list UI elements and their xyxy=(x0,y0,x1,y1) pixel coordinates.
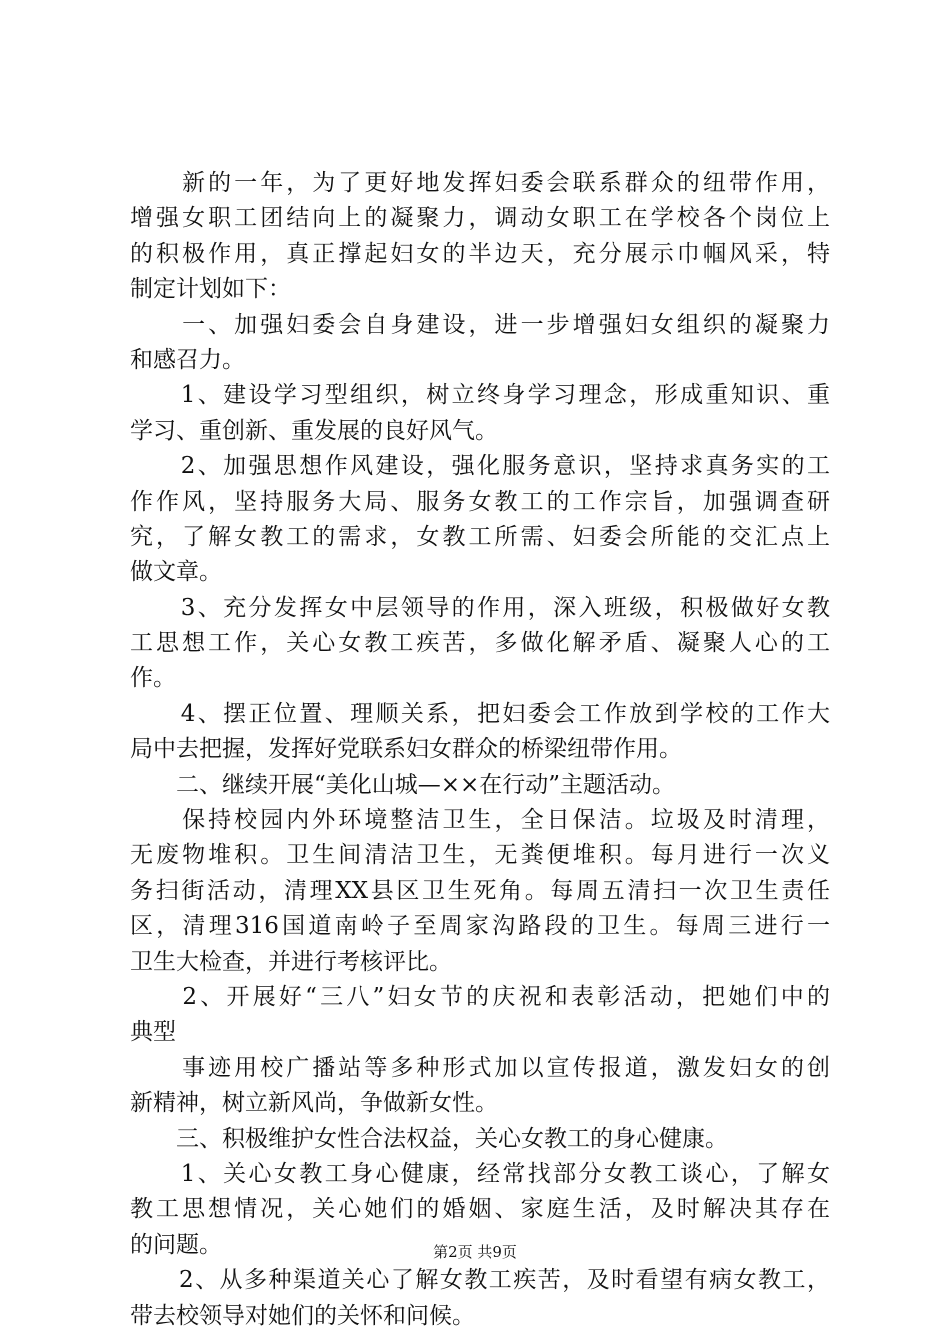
text-line: 2、从多种渠道关心了解女教工疾苦，及时看望有病女教工， xyxy=(130,1267,830,1294)
text-line: 新精神，树立新风尚，争做新女性。 xyxy=(130,1090,498,1117)
text-line: 4、摆正位置、理顺关系，把妇委会工作放到学校的工作大 xyxy=(130,700,830,727)
text-line: 一、加强妇委会自身建设，进一步增强妇女组织的凝聚力 xyxy=(130,311,830,338)
text-line: 事迹用校广播站等多种形式加以宣传报道，激发妇女的创 xyxy=(130,1054,830,1081)
text-line: 究，了解女教工的需求，女教工所需、妇委会所能的交汇点上 xyxy=(130,523,830,550)
text-line: 卫生大检查，并进行考核评比。 xyxy=(130,948,452,975)
page-number: 第2页 共9页 xyxy=(433,1243,517,1261)
page-footer xyxy=(0,1242,950,1262)
text-line: 学习、重创新、重发展的良好风气。 xyxy=(130,417,498,444)
text-line: 教工思想情况，关心她们的婚姻、家庭生活，及时解决其存在 xyxy=(130,1196,830,1223)
text-line: 无废物堆积。卫生间清洁卫生，无粪便堆积。每月进行一次义 xyxy=(130,842,830,869)
text-line: 2、开展好“三八”妇女节的庆祝和表彰活动，把她们中的 xyxy=(130,983,830,1010)
document-body xyxy=(130,166,830,1334)
text-line: 1、关心女教工身心健康，经常找部分女教工谈心，了解女 xyxy=(130,1160,830,1187)
text-line: 新的一年，为了更好地发挥妇委会联系群众的纽带作用， xyxy=(130,170,830,196)
text-line: 的积极作用，真正撑起妇女的半边天，充分展示巾帼风采，特 xyxy=(130,240,830,267)
text-line: 增强女职工团结向上的凝聚力，调动女职工在学校各个岗位上 xyxy=(130,205,830,232)
text-line: 做文章。 xyxy=(130,559,222,586)
text-line: 3、充分发挥女中层领导的作用，深入班级，积极做好女教 xyxy=(130,594,830,621)
text-line: 的问题。 xyxy=(130,1231,222,1258)
text-line: 带去校领导对她们的关怀和问候。 xyxy=(130,1302,475,1329)
text-line: 区，清理316国道南岭子至周家沟路段的卫生。每周三进行一 xyxy=(130,913,830,940)
text-line: 1、建设学习型组织，树立终身学习理念，形成重知识、重 xyxy=(130,382,830,409)
text-line: 务扫街活动，清理XX县区卫生死角。每周五清扫一次卫生责任 xyxy=(130,877,830,904)
text-line: 制定计划如下： xyxy=(130,276,291,303)
text-line: 工思想工作，关心女教工疾苦，多做化解矛盾、凝聚人心的工 xyxy=(130,630,830,657)
text-line: 和感召力。 xyxy=(130,346,245,373)
text-line: 典型 xyxy=(130,1019,176,1046)
section-heading: 三、积极维护女性合法权益，关心女教工的身心健康。 xyxy=(130,1125,728,1152)
text-line: 作作风，坚持服务大局、服务女教工的工作宗旨，加强调查研 xyxy=(130,488,830,515)
text-line: 保持校园内外环境整洁卫生，全日保洁。垃圾及时清理， xyxy=(130,807,830,834)
text-line: 作。 xyxy=(130,665,176,692)
section-heading: 二、继续开展“美化山城—××在行动”主题活动。 xyxy=(130,771,676,798)
text-line: 局中去把握，发挥好党联系妇女群众的桥梁纽带作用。 xyxy=(130,736,682,763)
text-line: 2、加强思想作风建设，强化服务意识，坚持求真务实的工 xyxy=(130,453,830,480)
